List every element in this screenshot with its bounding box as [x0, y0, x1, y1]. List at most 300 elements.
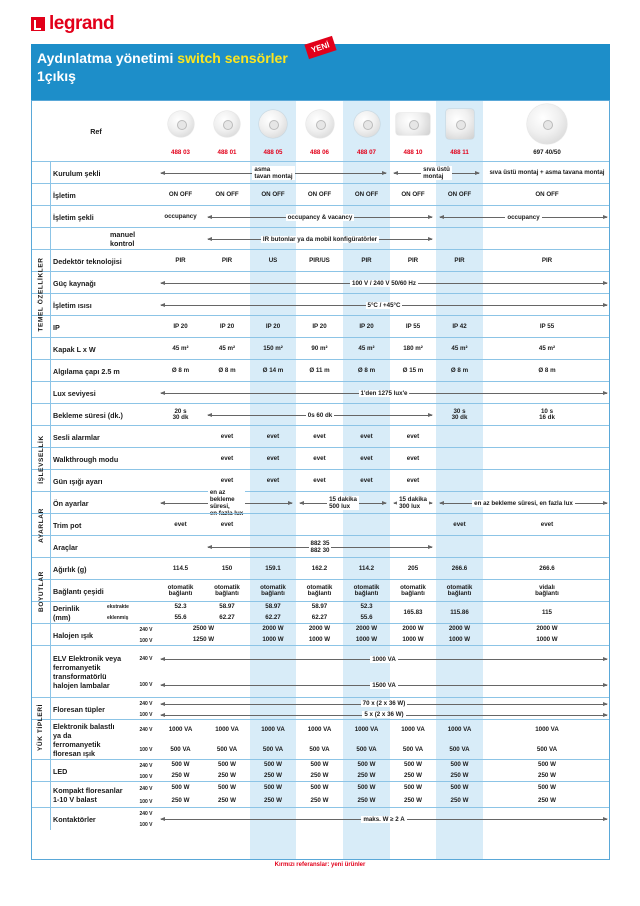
- table-cell: ON OFF: [215, 190, 239, 198]
- table-cell: IP 20: [359, 322, 374, 330]
- range-text: [436, 492, 611, 514]
- table-cell: 30 s 30 dk: [451, 407, 468, 421]
- table-cell: 1000 VA: [307, 725, 332, 733]
- range-label: 15 dakika 300 lux: [399, 496, 427, 510]
- table-cell: otomatik bağlantı: [446, 583, 473, 597]
- table-cell: Ø 8 m: [218, 366, 236, 374]
- range-label: IR butonlar ya da mobil konfigüratörler: [262, 235, 378, 243]
- table-cell: 2000 W: [308, 625, 331, 633]
- table-cell: 500 W: [538, 761, 556, 769]
- range-label: 70 x (2 x 36 W): [362, 700, 406, 707]
- table-cell: 250 W: [538, 797, 556, 805]
- isi-row: [32, 293, 609, 316]
- table-cell: 500 W: [357, 761, 376, 769]
- table-cell: 1000 VA: [261, 725, 285, 733]
- table-cell: otomatik bağlantı: [400, 583, 426, 597]
- table-cell: ON OFF: [261, 190, 285, 198]
- table-cell: 62.27: [219, 614, 235, 622]
- sensor-lens-icon: [269, 120, 279, 130]
- table-cell: 250 W: [264, 772, 282, 780]
- table-cell: 1000 W: [536, 636, 558, 644]
- voltage-label: 240 V: [139, 762, 153, 769]
- row-label: LED: [53, 766, 68, 776]
- table-cell: 250 W: [264, 797, 282, 805]
- sensor-lens-icon: [456, 120, 466, 130]
- table-cell: 62.27: [311, 614, 328, 622]
- table-cell: PIR: [454, 256, 465, 264]
- row-label: Güç kaynağı: [53, 278, 96, 288]
- table-cell: ON OFF: [401, 190, 425, 198]
- kapak-row: [32, 337, 609, 360]
- table-cell: 500 W: [171, 761, 190, 769]
- bekleme-row: [32, 403, 609, 426]
- table-cell: 250 W: [357, 797, 376, 805]
- agirlik-row: [32, 557, 609, 580]
- range-label: en az bekleme süresi, en fazla lux: [209, 489, 244, 517]
- sesli-row: [32, 425, 609, 448]
- algilama-row: [32, 359, 609, 382]
- table-cell: 2000 W: [536, 625, 558, 633]
- table-cell: 58.97: [219, 603, 235, 611]
- table-cell: Ø 8 m: [538, 366, 556, 374]
- table-cell: 1000 VA: [401, 725, 425, 733]
- table-cell: otomatik bağlantı: [306, 583, 333, 597]
- table-cell: Ø 14 m: [262, 366, 284, 374]
- range-label: occupancy: [507, 213, 540, 221]
- table-cell: 58.97: [311, 603, 328, 611]
- table-cell: 150: [221, 564, 233, 572]
- table-cell: otomatik bağlantı: [353, 583, 380, 597]
- table-cell: evet: [360, 454, 373, 462]
- table-cell: evet: [220, 454, 234, 462]
- spec-table: [31, 100, 610, 860]
- table-cell: evet: [453, 520, 466, 528]
- table-cell: 250 W: [404, 797, 422, 805]
- table-cell: evet: [313, 432, 326, 440]
- table-cell: 45 m²: [218, 344, 236, 352]
- voltage-label: 240 V: [139, 700, 153, 707]
- table-cell: 500 W: [171, 784, 190, 792]
- table-cell: 114.2: [358, 564, 375, 572]
- row-label: manuel kontrol: [110, 230, 136, 248]
- onayar-row: [32, 489, 609, 517]
- table-cell: 250 W: [171, 797, 190, 805]
- table-cell: 500 W: [538, 784, 556, 792]
- range-text: [157, 382, 611, 404]
- row-label: Ön ayarlar: [53, 498, 89, 508]
- range-text: [436, 206, 611, 228]
- table-cell: IP 55: [539, 322, 555, 330]
- table-cell: 250 W: [218, 772, 236, 780]
- derinlik-row: [32, 601, 609, 624]
- table-cell: 500 VA: [536, 745, 558, 753]
- table-cell: 500 W: [310, 784, 329, 792]
- table-cell: IP 20: [219, 322, 235, 330]
- table-cell: ON OFF: [447, 190, 472, 198]
- voltage-label: 100 V: [139, 711, 153, 718]
- table-cell: 150 m²: [263, 344, 283, 352]
- table-cell: 45 m²: [172, 344, 189, 352]
- derinlik-sub-label: eklenmiş: [107, 614, 129, 621]
- sensor-image: [168, 111, 194, 137]
- voltage-label: 240 V: [139, 626, 153, 633]
- voltage-label: 240 V: [139, 785, 153, 792]
- range-text: [390, 492, 436, 514]
- table-cell: PIR: [407, 256, 419, 264]
- table-cell: evet: [220, 476, 234, 484]
- row-label: Kapak L x W: [53, 344, 96, 354]
- table-cell: Ø 8 m: [171, 366, 190, 374]
- new-badge: YENİ: [304, 36, 336, 59]
- table-cell: 55.6: [174, 614, 187, 622]
- table-cell: 500 W: [310, 761, 329, 769]
- row-label: Derinlik (mm): [53, 604, 80, 622]
- table-cell: 500 VA: [356, 745, 377, 753]
- table-cell: 90 m²: [311, 344, 328, 352]
- table-cell: 1000 VA: [354, 725, 379, 733]
- table-cell: 1000 W: [262, 636, 284, 644]
- voltage-label: 240 V: [139, 727, 153, 733]
- section-label: YÜK TİPLERİ: [37, 703, 45, 751]
- table-cell: evet: [313, 476, 326, 484]
- table-cell: 55.6: [360, 614, 373, 622]
- dedektor-row: [32, 249, 609, 272]
- range-text: [157, 162, 390, 184]
- footer-note: Kırmızı referanslar: yeni ürünler: [274, 862, 366, 868]
- table-cell: 2000 W: [402, 625, 424, 633]
- table-cell: evet: [406, 432, 420, 440]
- row-label: Dedektör teknolojisi: [53, 256, 122, 266]
- range-text: [204, 206, 436, 228]
- row-label: İşletim şekli: [53, 212, 94, 222]
- table-cell: 500 VA: [262, 745, 284, 753]
- table-cell: occupancy: [164, 212, 197, 220]
- row-label: Bağlantı çeşidi: [53, 586, 104, 596]
- row-label: Walkthrough modu: [53, 454, 119, 464]
- table-cell: 159.1: [265, 564, 281, 572]
- table-cell: 1000 VA: [168, 725, 193, 733]
- row-label: Algılama çapı 2.5 m: [53, 366, 120, 376]
- led-row: [32, 759, 609, 782]
- table-cell: 250 W: [310, 772, 329, 780]
- table-cell: PIR: [541, 256, 553, 264]
- table-cell: 500 W: [218, 784, 236, 792]
- table-cell: 205: [407, 564, 419, 572]
- table-cell: 1000 VA: [215, 725, 239, 733]
- row-label: Kurulum şekli: [53, 168, 101, 178]
- table-cell: evet: [220, 520, 234, 528]
- table-cell: evet: [406, 454, 420, 462]
- range-label: occupancy & vacancy: [287, 213, 353, 221]
- section-boyutlar: [32, 557, 51, 624]
- range-label: en az bekleme süresi, en fazla lux: [474, 499, 573, 507]
- row-label: Floresan tüpler: [53, 704, 105, 714]
- table-cell: 1000 W: [402, 636, 424, 644]
- table-cell: PIR: [361, 256, 372, 264]
- table-cell: 250 W: [310, 797, 329, 805]
- table-cell: 500 VA: [309, 745, 330, 753]
- table-cell: IP 55: [405, 322, 421, 330]
- row-label: Bekleme süresi (dk.): [53, 410, 123, 420]
- row-label: Halojen ışık: [53, 630, 93, 640]
- sensor-lens-icon: [177, 120, 187, 130]
- table-cell: IP 42: [452, 322, 467, 330]
- ref-number: 488 03: [171, 148, 190, 156]
- table-cell: 115.86: [450, 608, 469, 616]
- table-cell: 1000 W: [448, 636, 471, 644]
- table-cell: otomatik bağlantı: [214, 583, 240, 597]
- table-cell: evet: [220, 432, 234, 440]
- table-cell: 250 W: [357, 772, 376, 780]
- table-cell: 180 m²: [403, 344, 423, 352]
- section-label: AYARLAR: [37, 507, 45, 543]
- table-cell: 500 W: [450, 761, 469, 769]
- ref-number: 488 07: [357, 148, 376, 156]
- table-cell: 162.2: [311, 564, 328, 572]
- table-cell: 500 W: [404, 784, 422, 792]
- isletim-row: [32, 183, 609, 206]
- table-cell: 62.27: [265, 614, 281, 622]
- isletim-sekli-row: [32, 205, 609, 228]
- araclar-row: [32, 535, 609, 558]
- row-label: İşletim: [53, 190, 76, 200]
- table-cell: 250 W: [450, 797, 469, 805]
- table-cell: 114.5: [172, 564, 189, 572]
- table-cell: Ø 8 m: [357, 366, 376, 374]
- row-label: Sesli alarmlar: [53, 432, 100, 442]
- ref-label: Ref: [90, 126, 102, 136]
- table-cell: 500 VA: [216, 745, 238, 753]
- brand-name: legrand: [49, 13, 115, 34]
- guc-row: [32, 271, 609, 294]
- table-cell: evet: [406, 476, 420, 484]
- section-label: BOYUTLAR: [37, 570, 45, 612]
- sensor-image: [306, 110, 334, 138]
- table-cell: 500 VA: [449, 745, 470, 753]
- table-cell: evet: [266, 454, 280, 462]
- halojen-row: [32, 623, 609, 646]
- kompakt-row: [32, 781, 609, 808]
- elv-row: [32, 645, 609, 698]
- table-cell: 250 W: [450, 772, 469, 780]
- walk-row: [32, 447, 609, 470]
- table-cell: evet: [174, 520, 187, 528]
- voltage-label: 100 V: [139, 682, 153, 688]
- table-cell: 20 s 30 dk: [172, 407, 189, 421]
- table-cell: 2000 W: [262, 625, 284, 633]
- row-label: Gün ışığı ayarı: [53, 476, 103, 486]
- ref-number: 488 10: [403, 148, 423, 156]
- table-cell: 500 W: [264, 784, 282, 792]
- lux-row: [32, 381, 609, 404]
- table-cell: PIR/US: [309, 256, 330, 264]
- range-text: [296, 492, 390, 514]
- section-label: İŞLEVSELLİK: [37, 434, 45, 484]
- range-text: [157, 272, 611, 294]
- table-cell: 1000 VA: [447, 725, 472, 733]
- table-cell: 1000 W: [355, 636, 378, 644]
- range-text: [157, 646, 611, 672]
- legrand-logo: [31, 13, 114, 35]
- table-cell: 250 W: [538, 772, 556, 780]
- sensor-image: [214, 111, 240, 137]
- range-text: [157, 808, 611, 830]
- floresan-row: [32, 697, 609, 720]
- table-cell: evet: [540, 520, 554, 528]
- sensor-lens-icon: [409, 120, 419, 130]
- page-subtitle: 1çıkış: [37, 68, 76, 84]
- sensor-lens-icon: [223, 120, 233, 130]
- ref-number: 488 05: [263, 148, 283, 156]
- row-label: Elektronik balastlı ya da ferromanyetik floresan ışık: [53, 722, 115, 758]
- kontaktor-row: [32, 807, 609, 830]
- row-label: ELV Elektronik veya ferromanyetik transformatörlü halojen lambalar: [53, 654, 122, 690]
- sensor-image: [396, 113, 430, 135]
- ip-row: [32, 315, 609, 338]
- derinlik-sub-label: ekstrakte: [107, 603, 129, 610]
- sensor-image: [527, 104, 567, 144]
- table-cell: 500 W: [450, 784, 469, 792]
- table-cell: IP 20: [265, 322, 281, 330]
- sensor-image: [259, 110, 287, 138]
- section-ayarlar: [32, 491, 51, 558]
- range-label: asma tavan montaj: [254, 166, 293, 180]
- ref-number: 697 40/50: [533, 148, 561, 156]
- table-cell: 500 W: [218, 761, 236, 769]
- range-label: 15 dakika 500 lux: [329, 496, 357, 510]
- range-text: [157, 489, 296, 517]
- range-text: [157, 672, 611, 698]
- table-cell: otomatik bağlantı: [167, 583, 194, 597]
- manuel-row: [32, 227, 609, 250]
- table-cell: 1250 W: [192, 636, 215, 644]
- table-cell: evet: [313, 454, 326, 462]
- page-title: Aydınlatma yönetimi switch sensörler: [37, 50, 288, 66]
- section-yuk: [32, 623, 51, 830]
- gun-row: [32, 469, 609, 492]
- range-text: [204, 404, 436, 426]
- row-label: Kompakt floresanlar 1-10 V balast: [53, 786, 123, 804]
- section-label: TEMEL ÖZELLİKLER: [37, 256, 45, 332]
- range-label: 882 35 882 30: [310, 540, 330, 554]
- table-cell: Ø 8 m: [450, 366, 469, 374]
- table-cell: 500 VA: [170, 745, 191, 753]
- table-cell: 250 W: [218, 797, 236, 805]
- table-cell: 45 m²: [538, 344, 556, 352]
- row-label: IP: [53, 322, 60, 332]
- row-label: Trim pot: [53, 520, 82, 530]
- table-cell: 500 VA: [402, 745, 424, 753]
- table-cell: 1000 W: [308, 636, 331, 644]
- range-label: 1000 VA: [372, 655, 396, 663]
- table-cell: PIR: [221, 256, 233, 264]
- voltage-label: 240 V: [139, 810, 153, 817]
- table-cell: ON OFF: [307, 190, 332, 198]
- table-cell: IP 20: [312, 322, 327, 330]
- ref-number: 488 01: [217, 148, 237, 156]
- page-header: [31, 40, 610, 100]
- ref-number: 488 11: [450, 148, 469, 156]
- table-cell: 500 W: [357, 784, 376, 792]
- range-text: [204, 228, 436, 250]
- range-text: [390, 162, 483, 184]
- range-label: maks. W ≥ 2 A: [363, 815, 405, 823]
- table-cell: 500 W: [404, 761, 422, 769]
- range-label: 5°C / +45°C: [367, 301, 401, 309]
- table-cell: ON OFF: [535, 190, 559, 198]
- row-label: İşletim ısısı: [53, 300, 92, 310]
- table-cell: 1000 VA: [535, 725, 559, 733]
- legrand-logo-icon: [31, 17, 45, 31]
- table-cell: evet: [360, 432, 373, 440]
- table-cell: PIR: [175, 256, 186, 264]
- range-label: 5 x (2 x 36 W): [364, 711, 404, 718]
- section-temel: [32, 161, 51, 426]
- voltage-label: 100 V: [139, 821, 153, 828]
- table-cell: 500 W: [264, 761, 282, 769]
- table-cell: Ø 11 m: [309, 366, 330, 374]
- table-cell: 115: [542, 608, 552, 616]
- sensor-lens-icon: [316, 120, 326, 130]
- table-cell: ON OFF: [168, 190, 193, 198]
- range-label: 0s 60 dk: [307, 411, 333, 419]
- table-cell: 2000 W: [448, 625, 471, 633]
- range-label: 1'den 1275 lux'e: [360, 389, 408, 397]
- section-islevsellik: [32, 425, 51, 492]
- range-label: 100 V / 240 V 50/60 Hz: [352, 279, 416, 287]
- voltage-label: 100 V: [139, 747, 153, 753]
- table-cell: 266.6: [451, 564, 468, 572]
- table-cell: 45 m²: [358, 344, 375, 352]
- table-cell: sıva üstü montaj + asma tavana montaj: [489, 168, 605, 176]
- table-cell: ON OFF: [354, 190, 379, 198]
- range-text: [204, 536, 436, 558]
- table-cell: 165.83: [403, 608, 423, 616]
- balast-row: [32, 719, 609, 760]
- table-cell: 45 m²: [451, 344, 468, 352]
- table-cell: 52.3: [174, 603, 187, 611]
- range-label: sıva üstü montaj: [423, 166, 450, 180]
- range-text: [157, 698, 611, 709]
- sensor-image: [354, 111, 380, 137]
- range-text: [157, 294, 611, 316]
- voltage-label: 100 V: [139, 773, 153, 780]
- table-cell: US: [268, 256, 278, 264]
- table-cell: 2000 W: [355, 625, 378, 633]
- table-cell: 58.97: [265, 603, 281, 611]
- table-cell: otomatik bağlantı: [260, 583, 286, 597]
- table-cell: evet: [266, 476, 280, 484]
- table-cell: 52.3: [360, 603, 373, 611]
- voltage-label: 100 V: [139, 637, 153, 644]
- sensor-lens-icon: [363, 120, 373, 130]
- kurulum-row: [32, 161, 609, 184]
- voltage-label: 100 V: [139, 798, 153, 805]
- table-cell: 266.6: [539, 564, 555, 572]
- table-cell: evet: [360, 476, 373, 484]
- table-cell: evet: [266, 432, 280, 440]
- ref-row: [32, 101, 609, 161]
- range-label: 1500 VA: [372, 681, 396, 689]
- table-cell: 250 W: [171, 772, 190, 780]
- row-label: Lux seviyesi: [53, 388, 96, 398]
- row-label: Ağırlık (g): [53, 564, 87, 574]
- table-cell: 2500 W: [192, 625, 215, 633]
- ref-number: 488 06: [310, 148, 329, 156]
- trim-row: [32, 513, 609, 536]
- table-cell: vidalı bağlantı: [535, 583, 559, 597]
- sensor-image: [446, 109, 474, 139]
